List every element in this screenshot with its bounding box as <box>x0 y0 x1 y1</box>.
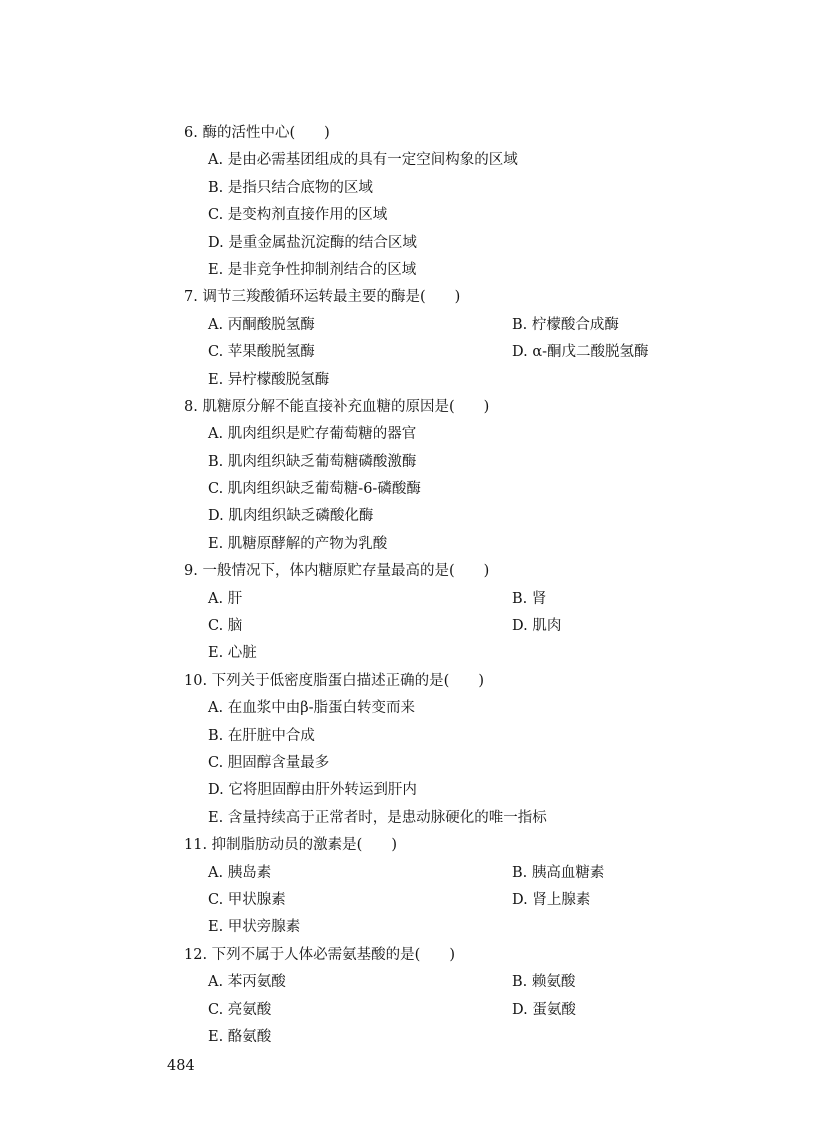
question-8-option-e: E. 肌糖原酵解的产物为乳酸 <box>208 535 388 552</box>
question-10-option-b: B. 在肝脏中合成 <box>208 727 315 744</box>
question-9-option-e: E. 心脏 <box>208 645 257 662</box>
question-6-option-e: E. 是非竞争性抑制剂结合的区域 <box>208 261 417 278</box>
question-12-option-b: B. 赖氨酸 <box>512 974 576 991</box>
question-10-option-e: E. 含量持续高于正常者时，是患动脉硬化的唯一指标 <box>208 809 547 826</box>
question-7-option-a: A. 丙酮酸脱氢酶 <box>208 316 315 333</box>
question-12-option-e: E. 酪氨酸 <box>208 1028 272 1045</box>
question-7-option-d: D. α-酮戊二酸脱氢酶 <box>512 344 649 361</box>
question-12-row-cd <box>184 997 684 1024</box>
question-8-stem: 8. 肌糖原分解不能直接补充血糖的原因是( ) <box>184 398 490 415</box>
question-9-option-d: D. 肌肉 <box>512 618 562 635</box>
question-7-stem: 7. 调节三羧酸循环运转最主要的酶是( ) <box>184 289 461 306</box>
page-number: 484 <box>167 1058 195 1074</box>
question-8-option-d: D. 肌肉组织缺乏磷酸化酶 <box>208 508 374 525</box>
question-10-option-a: A. 在血浆中由β-脂蛋白转变而来 <box>208 700 415 717</box>
question-10-option-c: C. 胆固醇含量最多 <box>208 754 330 771</box>
question-9-stem: 9. 一般情况下，体内糖原贮存量最高的是( ) <box>184 563 490 580</box>
question-11-row-ab <box>184 860 684 887</box>
question-6-stem: 6. 酶的活性中心( ) <box>184 125 330 141</box>
question-12-stem: 12. 下列不属于人体必需氨基酸的是( ) <box>184 946 455 963</box>
question-6-option-c: C. 是变构剂直接作用的区域 <box>208 207 388 224</box>
question-12-option-c: C. 亮氨酸 <box>208 1001 272 1018</box>
question-9-option-b: B. 肾 <box>512 590 547 607</box>
question-6-option-a: A. 是由必需基团组成的具有一定空间构象的区域 <box>208 152 518 169</box>
question-11-row-cd <box>184 887 684 914</box>
question-12-row-ab <box>184 969 684 996</box>
question-7-row-ab <box>184 312 684 339</box>
question-7-option-e: E. 异柠檬酸脱氢酶 <box>208 371 330 388</box>
question-10-option-d: D. 它将胆固醇由肝外转运到肝内 <box>208 782 417 799</box>
question-6-option-b: B. 是指只结合底物的区域 <box>208 179 373 196</box>
question-8-option-c: C. 肌肉组织缺乏葡萄糖-6-磷酸酶 <box>208 481 421 498</box>
question-7-option-b: B. 柠檬酸合成酶 <box>512 316 619 333</box>
question-10-stem: 10. 下列关于低密度脂蛋白描述正确的是( ) <box>184 672 484 689</box>
question-9-option-a: A. 肝 <box>208 590 243 607</box>
question-8-option-b: B. 肌肉组织缺乏葡萄糖磷酸激酶 <box>208 453 417 470</box>
question-11-option-a: A. 胰岛素 <box>208 864 272 881</box>
question-12-option-a: A. 苯丙氨酸 <box>208 974 286 991</box>
question-11-option-b: B. 胰高血糖素 <box>512 864 605 881</box>
question-6-option-d: D. 是重金属盐沉淀酶的结合区域 <box>208 234 417 251</box>
question-8-option-a: A. 肌肉组织是贮存葡萄糖的器官 <box>208 426 417 443</box>
question-9-option-c: C. 脑 <box>208 618 243 635</box>
question-9-row-cd <box>184 613 684 640</box>
question-7-row-cd <box>184 339 684 366</box>
question-list <box>184 120 684 1051</box>
question-11-option-e: E. 甲状旁腺素 <box>208 919 301 936</box>
question-11-option-c: C. 甲状腺素 <box>208 891 286 908</box>
question-11-stem: 11. 抑制脂肪动员的激素是( ) <box>184 837 397 854</box>
question-12-option-d: D. 蛋氨酸 <box>512 1001 576 1018</box>
question-7-option-c: C. 苹果酸脱氢酶 <box>208 344 315 361</box>
question-11-option-d: D. 肾上腺素 <box>512 891 591 908</box>
question-9-row-ab <box>184 586 684 613</box>
